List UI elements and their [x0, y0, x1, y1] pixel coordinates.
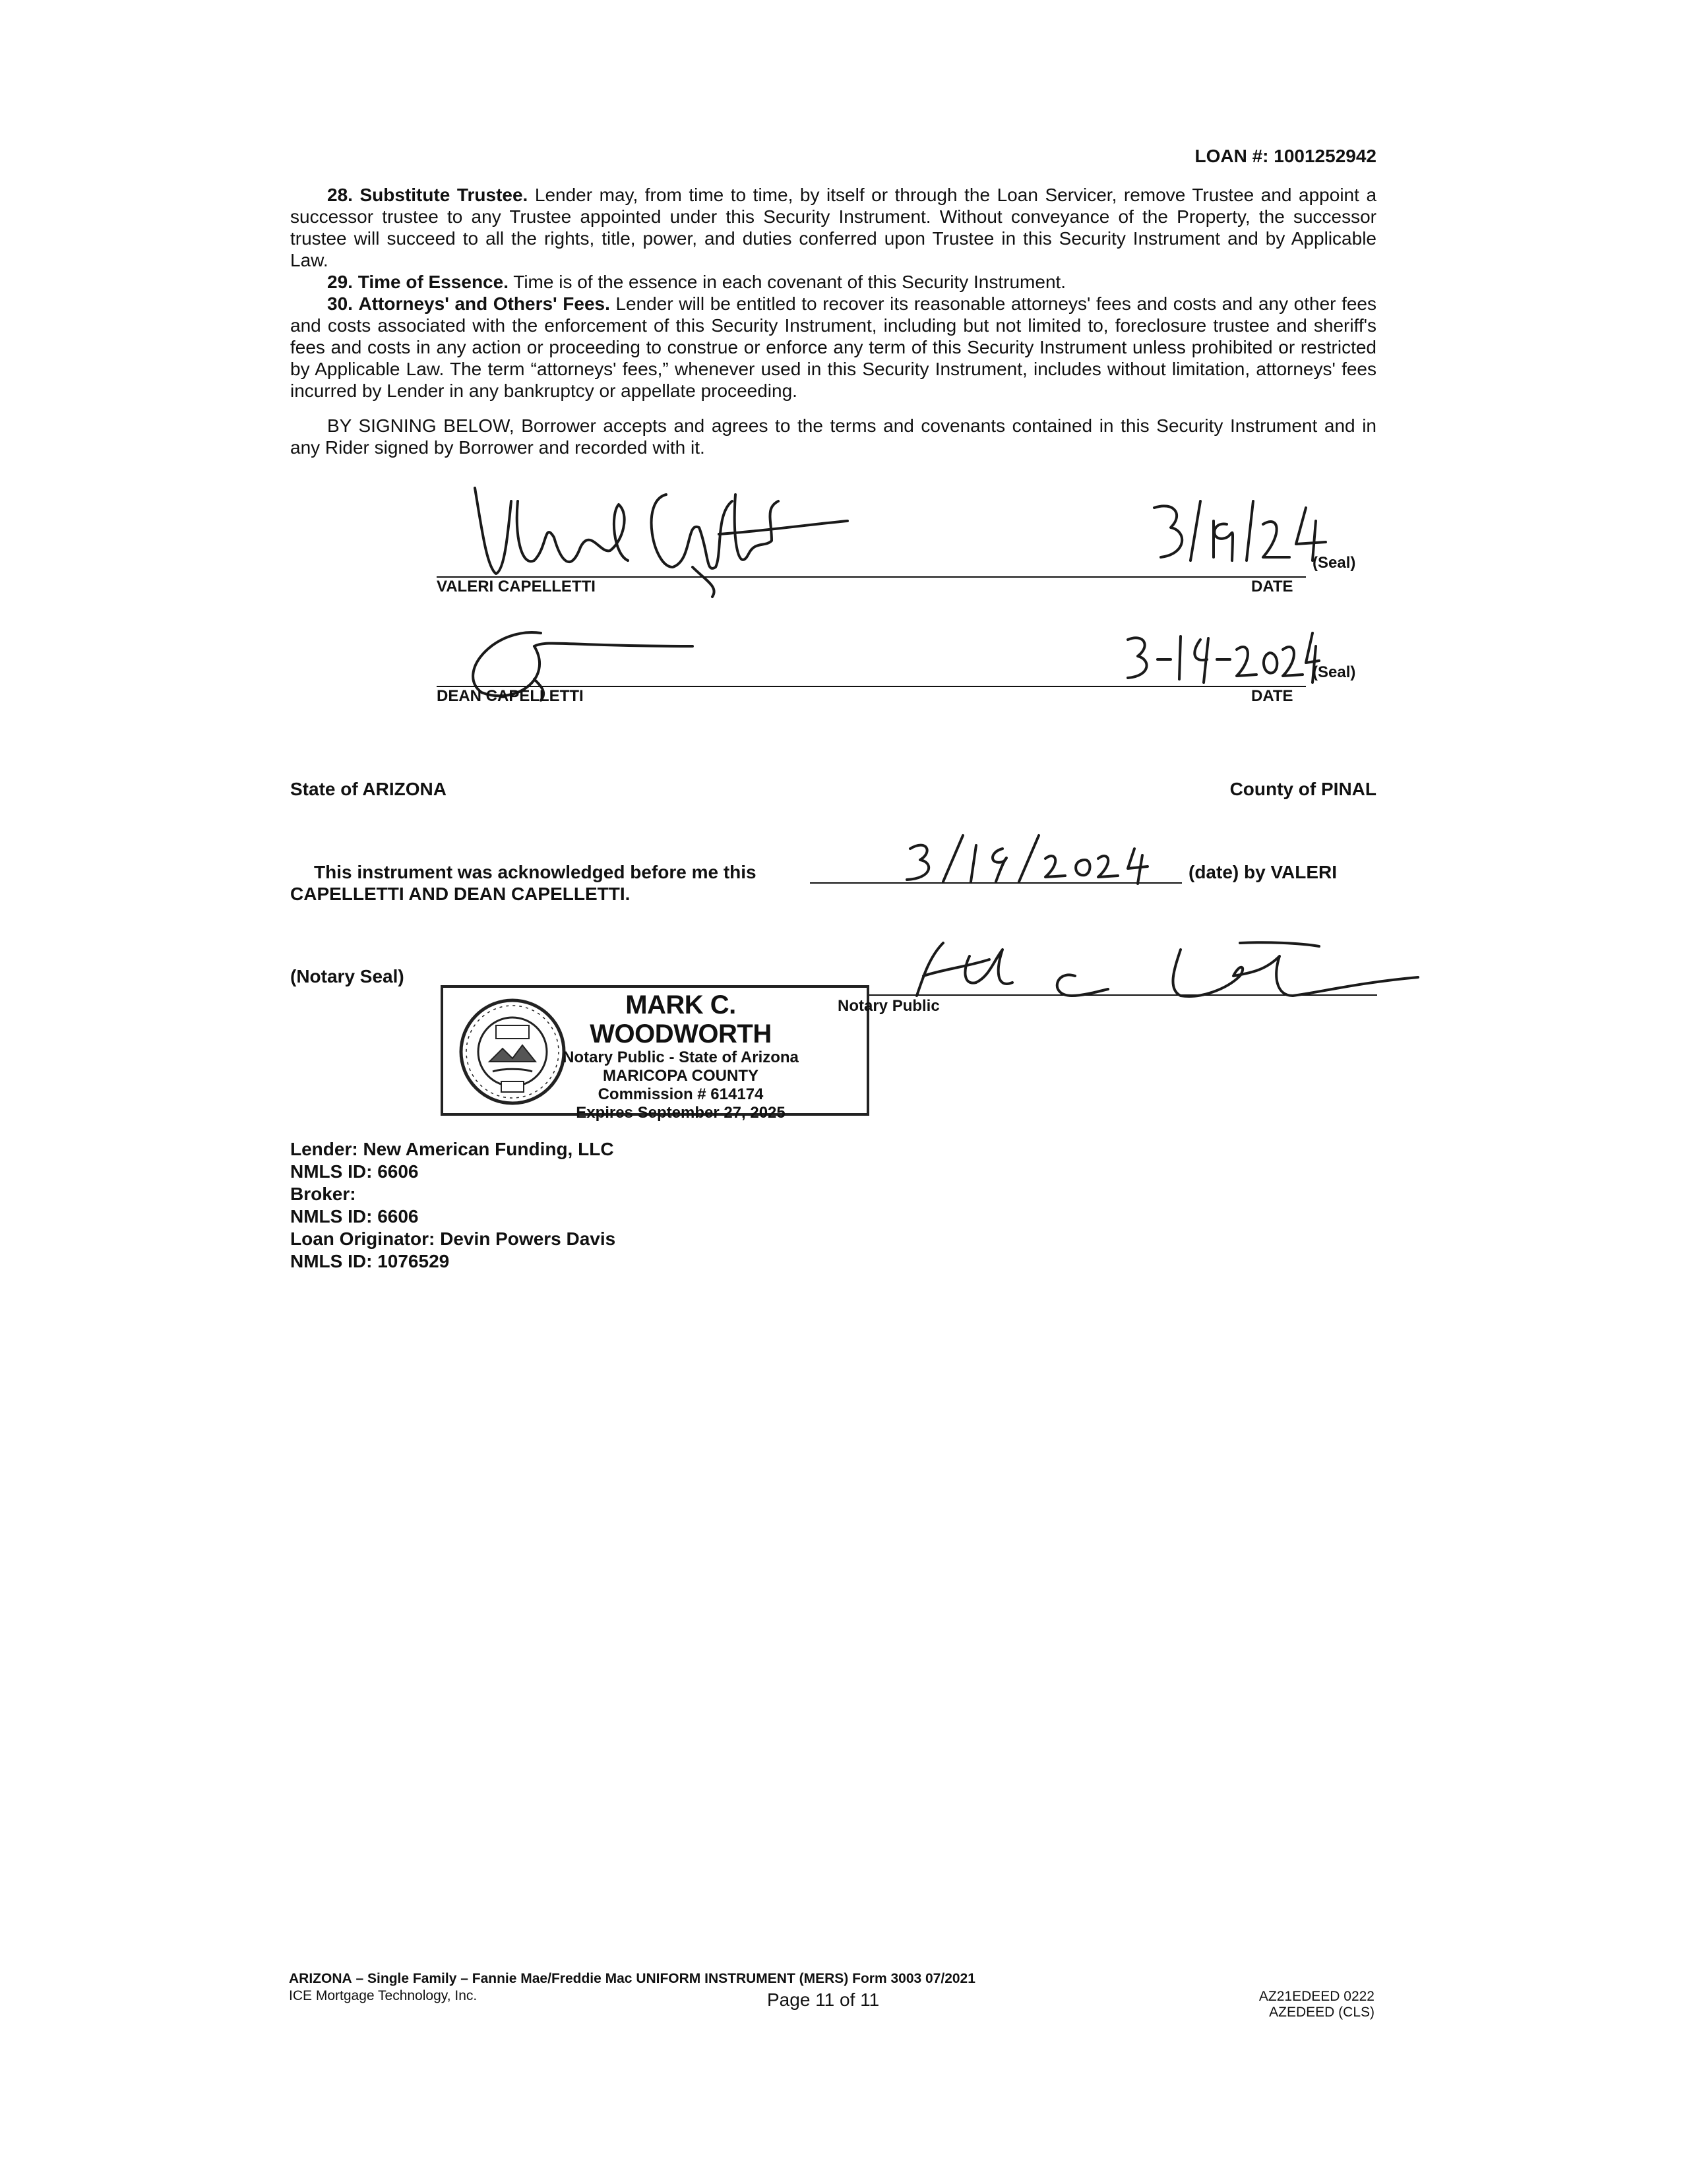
stamp-line3: Commission # 614174 [598, 1085, 764, 1103]
notary-public-label: Notary Public [838, 997, 940, 1015]
stamp-notary-name: MARK C. WOODWORTH [590, 990, 772, 1048]
date-handwritten-valeri [1148, 495, 1332, 567]
lender-line: NMLS ID: 1076529 [290, 1251, 450, 1271]
ack-date-handwritten [897, 832, 1181, 885]
signer-name-dean: DEAN CAPELLETTI [437, 687, 584, 705]
footer-code1: AZ21EDEED 0222 [1258, 1989, 1375, 2004]
date-handwritten-dean [1121, 626, 1319, 686]
section-number: 30. [327, 293, 353, 314]
section-number: 29. [327, 272, 353, 292]
loan-number: LOAN #: 1001252942 [1194, 146, 1376, 166]
stamp-text-block [542, 990, 819, 1122]
footer-state: ARIZONA [289, 1971, 352, 1986]
lender-info [290, 1138, 615, 1273]
notary-seal-label: (Notary Seal) [290, 966, 404, 986]
section-29 [290, 271, 1376, 293]
notary-signature [897, 930, 1425, 1009]
footer-code2: AZEDEED (CLS) [1269, 2005, 1375, 2020]
notary-state: State of ARIZONA [290, 779, 447, 799]
section-title: Substitute Trustee. [359, 185, 528, 205]
signer-name-valeri: VALERI CAPELLETTI [437, 578, 596, 595]
footer-codes [1187, 1989, 1375, 2020]
lender-line: Loan Originator: Devin Powers Davis [290, 1228, 616, 1249]
section-30 [290, 293, 1376, 402]
lender-line: NMLS ID: 6606 [290, 1206, 419, 1227]
lender-line: Broker: [290, 1184, 356, 1204]
section-number: 28. [327, 185, 353, 205]
footer-form-title [289, 1970, 975, 1987]
seal-label-valeri: (Seal) [1313, 554, 1356, 572]
ack-line2: CAPELLETTI AND DEAN CAPELLETTI. [290, 884, 631, 904]
section-28 [290, 184, 1376, 271]
section-title: Attorneys' and Others' Fees. [358, 293, 610, 314]
lender-line: Lender: New American Funding, LLC [290, 1139, 614, 1159]
stamp-line1: Notary Public - State of Arizona [563, 1048, 799, 1066]
section-title: Time of Essence. [357, 272, 509, 292]
signing-statement: BY SIGNING BELOW, Borrower accepts and agrees to the terms and covenants contained in this Security Instrument and in any Rider signed by Borrower and recorded with it. [290, 415, 1376, 458]
section-text: Time is of the essence in each covenant of this Security Instrument. [513, 272, 1066, 292]
footer-vendor: ICE Mortgage Technology, Inc. [289, 1988, 478, 2003]
notary-stamp [441, 985, 869, 1122]
seal-label-dean: (Seal) [1313, 663, 1356, 681]
notary-county: County of PINAL [1229, 779, 1376, 799]
footer-page-number: Page 11 of 11 [767, 1989, 880, 2010]
section-text: Lender will be entitled to recover its reasonable attorneys' fees and costs and any other fees and costs associated with the enforcement of this Security Instrument, including but not limited to, foreclosure trustee and sheriff's fees and costs in any action or proceeding to construe or enforce any term of this Security Instrument unless prohibited or restricted by Applicable Law. The term “attorneys' fees,” whenever used in this Security Instrument, includes without limitation, attorneys' fees incurred by Lender in any bankruptcy or appellate proceeding. [290, 293, 1376, 401]
ack-prefix: This instrument was acknowledged before me this [314, 862, 757, 882]
date-label-dean: DATE [1251, 687, 1293, 705]
covenant-sections [290, 184, 1376, 458]
footer-form-rest: – Single Family – Fannie Mae/Freddie Mac UNIFORM INSTRUMENT (MERS) Form 3003 07/2021 [355, 1971, 975, 1986]
lender-line: NMLS ID: 6606 [290, 1161, 419, 1182]
date-label-valeri: DATE [1251, 578, 1293, 595]
stamp-line2: MARICOPA COUNTY [603, 1067, 758, 1085]
ack-suffix: (date) by VALERI [1189, 862, 1338, 882]
section-text: Lender may, from time to time, by itself or through the Loan Servicer, remove Trustee and appoint a successor trustee to any Trustee appointed under this Security Instrument. Without conveyance of the Property, the successor trustee will succeed to all the rights, title, power, and duties conferred upon Trustee in this Security Instrument and by Applicable Law. [290, 185, 1377, 270]
stamp-line4: Expires September 27, 2025 [576, 1104, 786, 1122]
